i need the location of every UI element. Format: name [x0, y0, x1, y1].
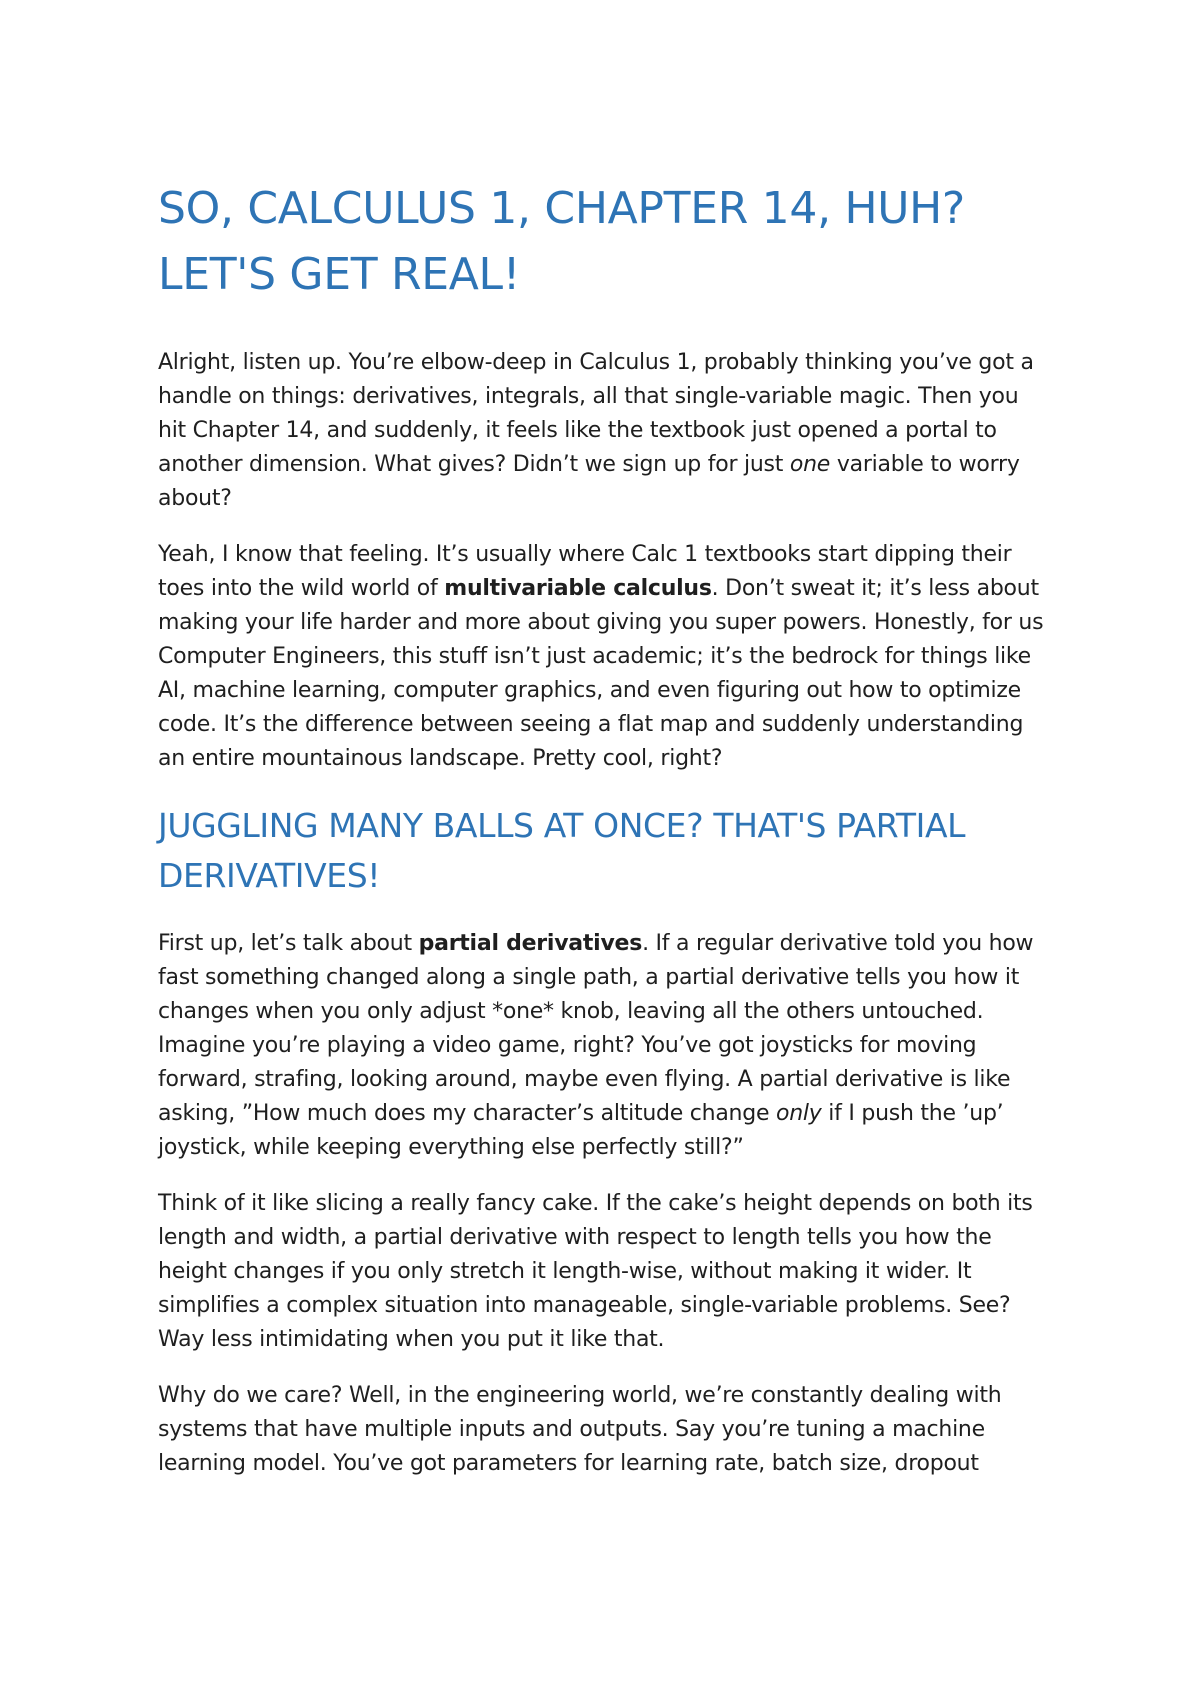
bold-term: multivariable calculus: [444, 576, 712, 601]
section-paragraph: [158, 1379, 1050, 1481]
emphasis-run: one: [789, 452, 831, 477]
page-title-line: LET'S GET REAL!: [158, 249, 521, 300]
section-paragraph: [158, 927, 1050, 1165]
intro-paragraph: [158, 346, 1050, 516]
intro-body: [158, 346, 1050, 776]
text-run: if I push the ’up’ joystick, while keeping everything else perfectly still?”: [158, 1101, 1004, 1160]
text-run: Think of it like slicing a really fancy cake. If the cake’s height depends on both its length and width, a partial derivative with respect to length tells you how the height changes if you only stretch it length-wise, without making it wider. It simplifies a complex situation into manageable, single-variable problems. See? Way less intimidating when you put it like that.: [158, 1191, 1033, 1352]
page-title-line: SO, CALCULUS 1, CHAPTER 14, HUH?: [158, 183, 965, 234]
section-body: [158, 927, 1050, 1481]
section-heading-line: JUGGLING MANY BALLS AT ONCE? THAT'S PARTIAL: [158, 806, 966, 845]
emphasis-run: only: [776, 1101, 822, 1126]
text-run: . Don’t sweat it; it’s less about making your life harder and more about giving you super powers. Honestly, for us Computer Engineers, this stuff isn’t just academic; it’s the bedrock for things like AI, machine learning, computer graphics, and even figuring out how to optimize code. It’s the difference between seeing a flat map and suddenly understanding an entire mountainous landscape. Pretty cool, right?: [158, 576, 1044, 771]
page-title: [158, 176, 1050, 308]
intro-paragraph: [158, 538, 1050, 776]
text-run: Alright, listen up. You’re elbow-deep in Calculus 1, probably thinking you’ve got a handle on things: derivatives, integrals, all that single-variable magic. Then you hit Chapter 14, and suddenly, it feels like the textbook just opened a portal to another dimension. What gives? Didn’t we sign up for just: [158, 350, 1034, 477]
section-heading: [158, 801, 1050, 901]
section-heading-line: DERIVATIVES!: [158, 856, 381, 895]
section-paragraph: [158, 1187, 1050, 1357]
text-run: First up, let’s talk about: [158, 931, 419, 956]
text-run: Yeah, I know that feeling. It’s usually where Calc 1 textbooks start dipping their toes into the wild world of: [158, 542, 1012, 601]
text-run: variable to worry about?: [158, 452, 1020, 511]
text-run: Why do we care? Well, in the engineering world, we’re constantly dealing with systems that have multiple inputs and outputs. Say you’re tuning a machine learning model. You’ve got parameters for learning rate, batch size, dropout: [158, 1383, 1002, 1476]
bold-term: partial derivatives: [418, 931, 643, 956]
text-run: . If a regular derivative told you how fast something changed along a single path, a partial derivative tells you how it changes when you only adjust *one* knob, leaving all the others untouched. Imagine you’re playing a video game, right? You’ve got joysticks for moving forward, strafing, looking around, maybe even flying. A partial derivative is like asking, ”How much does my character’s altitude change: [158, 931, 1034, 1126]
